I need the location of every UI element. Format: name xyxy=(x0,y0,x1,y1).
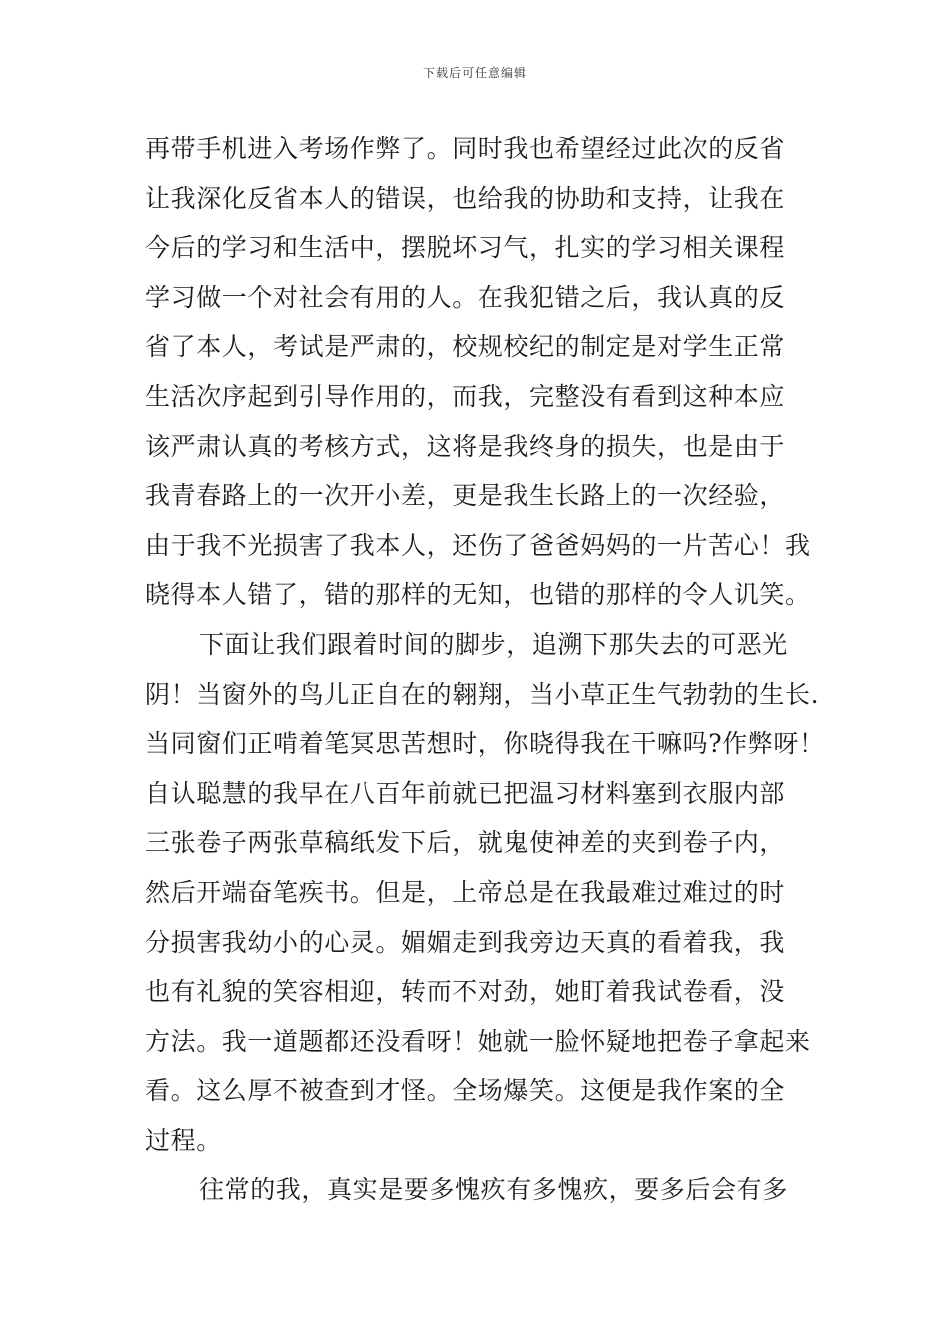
text-line: 我青春路上的一次开小差，更是我生长路上的一次经验， xyxy=(145,481,786,511)
paragraph-start-line: 往常的我，真实是要多愧疚有多愧疚，要多后会有多 xyxy=(199,1175,788,1205)
text-line: 看。这么厚不被查到才怪。全场爆笑。这便是我作案的全 xyxy=(145,1076,786,1106)
document-body xyxy=(145,124,825,1215)
text-line: 三张卷子两张草稿纸发下后，就鬼使神差的夹到卷子内， xyxy=(145,828,786,858)
text-line: 阴！当窗外的鸟儿正自在的翱翔，当小草正生气勃勃的生长. xyxy=(145,679,820,709)
text-line: 今后的学习和生活中，摆脱坏习气，扎实的学习相关课程 xyxy=(145,233,786,263)
text-line: 再带手机进入考场作弊了。同时我也希望经过此次的反省 xyxy=(145,134,786,163)
text-line: 过程。 xyxy=(145,1125,222,1155)
paragraph-start-line: 下面让我们跟着时间的脚步，追溯下那失去的可恶光 xyxy=(199,629,788,659)
text-line: 该严肃认真的考核方式，这将是我终身的损失，也是由于 xyxy=(145,431,786,461)
text-line: 学习做一个对社会有用的人。在我犯错之后，我认真的反 xyxy=(145,282,786,312)
text-line: 生活次序起到引导作用的，而我，完整没有看到这种本应 xyxy=(145,381,786,411)
text-line: 晓得本人错了，错的那样的无知，也错的那样的令人讥笑。 xyxy=(145,580,811,610)
text-line: 方法。我一道题都还没看呀！她就一脸怀疑地把卷子拿起来 xyxy=(145,1026,811,1056)
text-line: 然后开端奋笔疾书。但是，上帝总是在我最难过难过的时 xyxy=(145,877,786,907)
text-line: 也有礼貌的笑容相迎，转而不对劲，她盯着我试卷看，没 xyxy=(145,977,786,1007)
text-line: 由于我不光损害了我本人，还伤了爸爸妈妈的一片苦心！我 xyxy=(145,530,811,560)
text-line: 分损害我幼小的心灵。媚媚走到我旁边天真的看着我，我 xyxy=(145,927,786,957)
text-line: 当同窗们正啃着笔冥思苦想时，你晓得我在干嘛吗?作弊呀！ xyxy=(145,729,825,759)
text-line: 自认聪慧的我早在八百年前就已把温习材料塞到衣服内部 xyxy=(145,778,786,808)
text-line: 省了本人，考试是严肃的，校规校纪的制定是对学生正常 xyxy=(145,332,786,362)
page-header: 下载后可任意编辑 xyxy=(422,66,527,80)
text-line: 让我深化反省本人的错误，也给我的协助和支持，让我在 xyxy=(145,183,786,213)
